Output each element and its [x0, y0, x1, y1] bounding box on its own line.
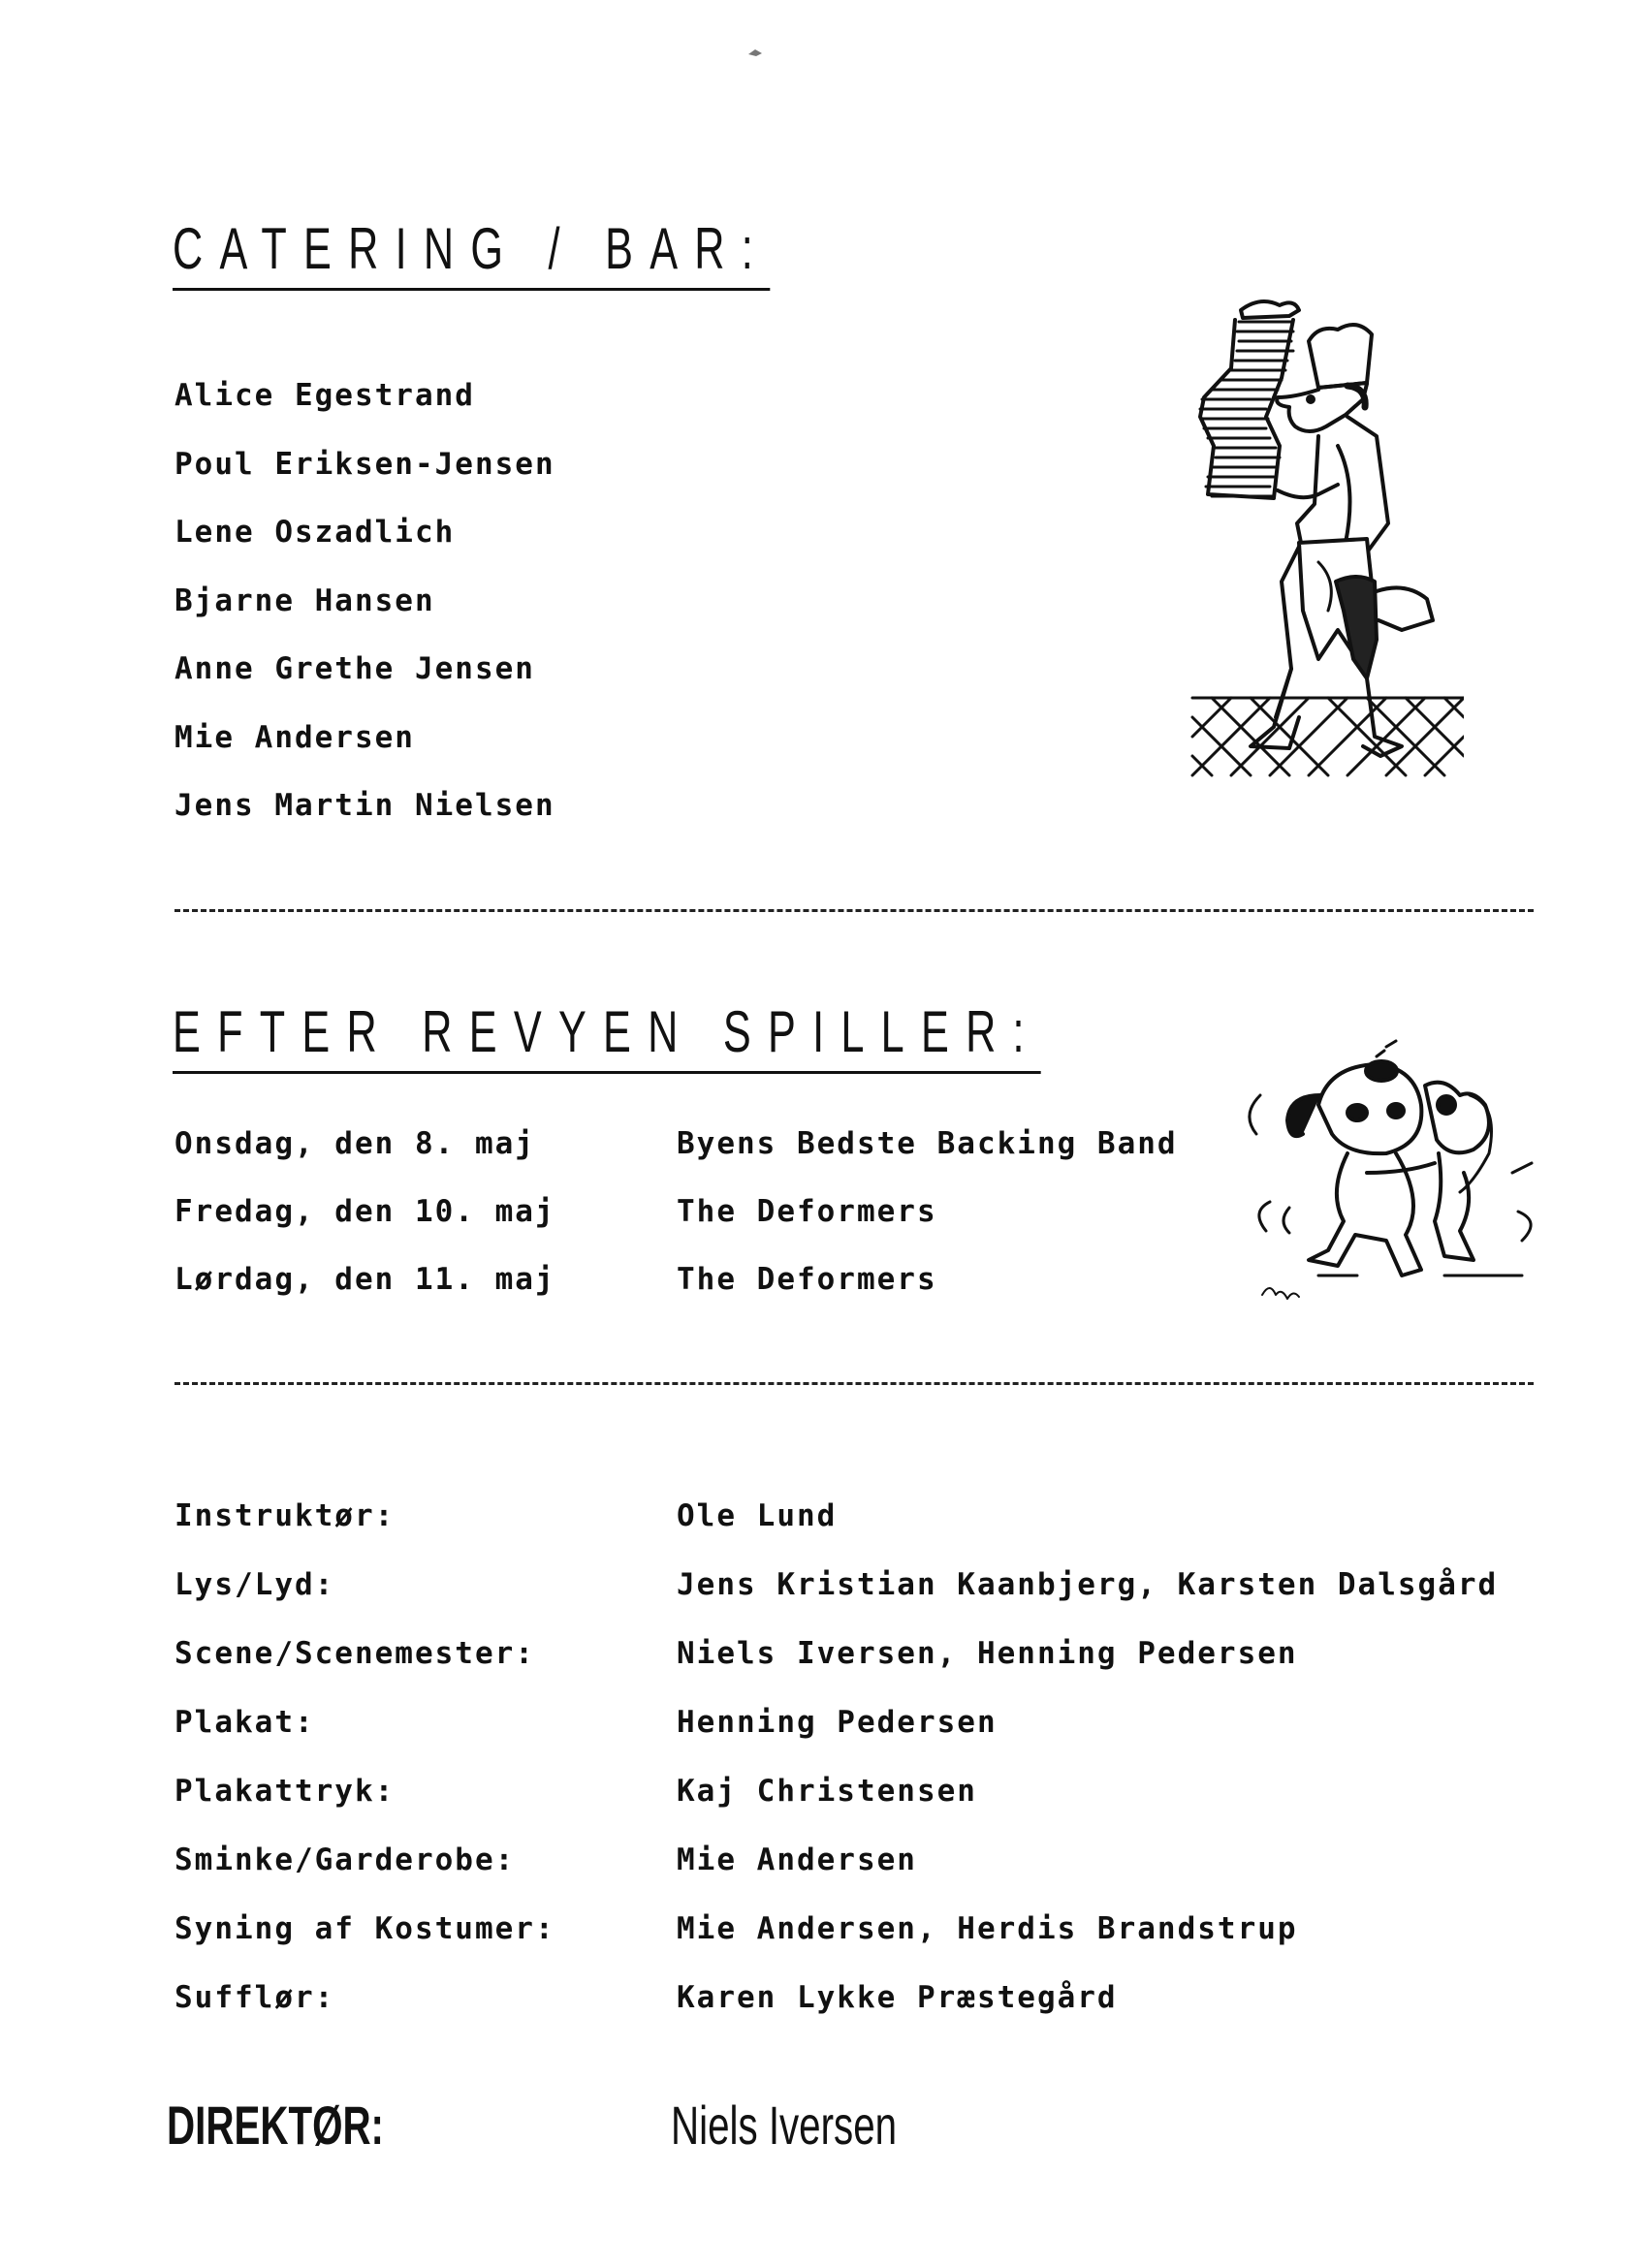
schedule-band: Byens Bedste Backing Band: [677, 1126, 1178, 1161]
list-item: Poul Eriksen-Jensen: [174, 446, 555, 482]
credit-role: Syning af Kostumer:: [174, 1911, 555, 1946]
schedule-band: The Deformers: [677, 1262, 937, 1297]
dancing-dogs-illustration: [1231, 1027, 1561, 1308]
schedule-row: [174, 1260, 937, 1328]
catering-name-list: [174, 376, 555, 855]
dashed-divider: [174, 1382, 1534, 1385]
credit-row: [174, 1703, 998, 1772]
credit-names: Mie Andersen: [677, 1843, 917, 1877]
schedule-day: Lørdag, den 11. maj: [174, 1262, 555, 1297]
credit-row: [174, 1909, 1298, 1978]
schedule-day: Fredag, den 10. maj: [174, 1194, 555, 1229]
efter-revyen-heading: EFTER REVYEN SPILLER:: [173, 998, 1041, 1074]
list-item: Mie Andersen: [174, 719, 415, 755]
credit-row: [174, 1634, 1298, 1703]
credit-row: [174, 1841, 917, 1909]
schedule-row: [174, 1124, 1178, 1192]
credit-role: Sufflør:: [174, 1980, 335, 2015]
director-name: Niels Iversen: [671, 2095, 898, 2156]
credit-row: [174, 1772, 977, 1841]
list-item: Jens Martin Nielsen: [174, 788, 555, 823]
catering-heading: CATERING / BAR:: [173, 215, 770, 291]
credit-names: Kaj Christensen: [677, 1774, 977, 1809]
schedule-row: [174, 1192, 937, 1260]
credit-role: Sminke/Garderobe:: [174, 1843, 516, 1877]
credit-row: [174, 1496, 838, 1565]
chef-illustration: [1173, 291, 1464, 795]
list-item: Anne Grethe Jensen: [174, 651, 535, 686]
credit-names: Niels Iversen, Henning Pedersen: [677, 1636, 1298, 1671]
list-item: Alice Egestrand: [174, 378, 475, 413]
band-schedule: [174, 1124, 1178, 1328]
schedule-band: The Deformers: [677, 1194, 937, 1229]
credit-role: Instruktør:: [174, 1498, 396, 1533]
list-item: Lene Oszadlich: [174, 515, 456, 550]
credit-row: [174, 1565, 1499, 1634]
dashed-divider: [174, 909, 1534, 912]
paper-speck: [746, 47, 764, 58]
credit-role: Plakat:: [174, 1705, 315, 1740]
credit-role: Scene/Scenemester:: [174, 1636, 535, 1671]
credit-names: Jens Kristian Kaanbjerg, Karsten Dalsgård: [677, 1567, 1499, 1602]
credit-role: Plakattryk:: [174, 1774, 396, 1809]
schedule-day: Onsdag, den 8. maj: [174, 1126, 535, 1161]
credit-names: Karen Lykke Præstegård: [677, 1980, 1118, 2015]
director-label: DIREKTØR:: [167, 2095, 384, 2156]
credit-role: Lys/Lyd:: [174, 1567, 335, 1602]
list-item: Bjarne Hansen: [174, 583, 435, 618]
credits-list: [174, 1496, 1499, 2047]
credit-names: Ole Lund: [677, 1498, 838, 1533]
credit-names: Mie Andersen, Herdis Brandstrup: [677, 1911, 1298, 1946]
credit-names: Henning Pedersen: [677, 1705, 998, 1740]
credit-row: [174, 1978, 1118, 2047]
